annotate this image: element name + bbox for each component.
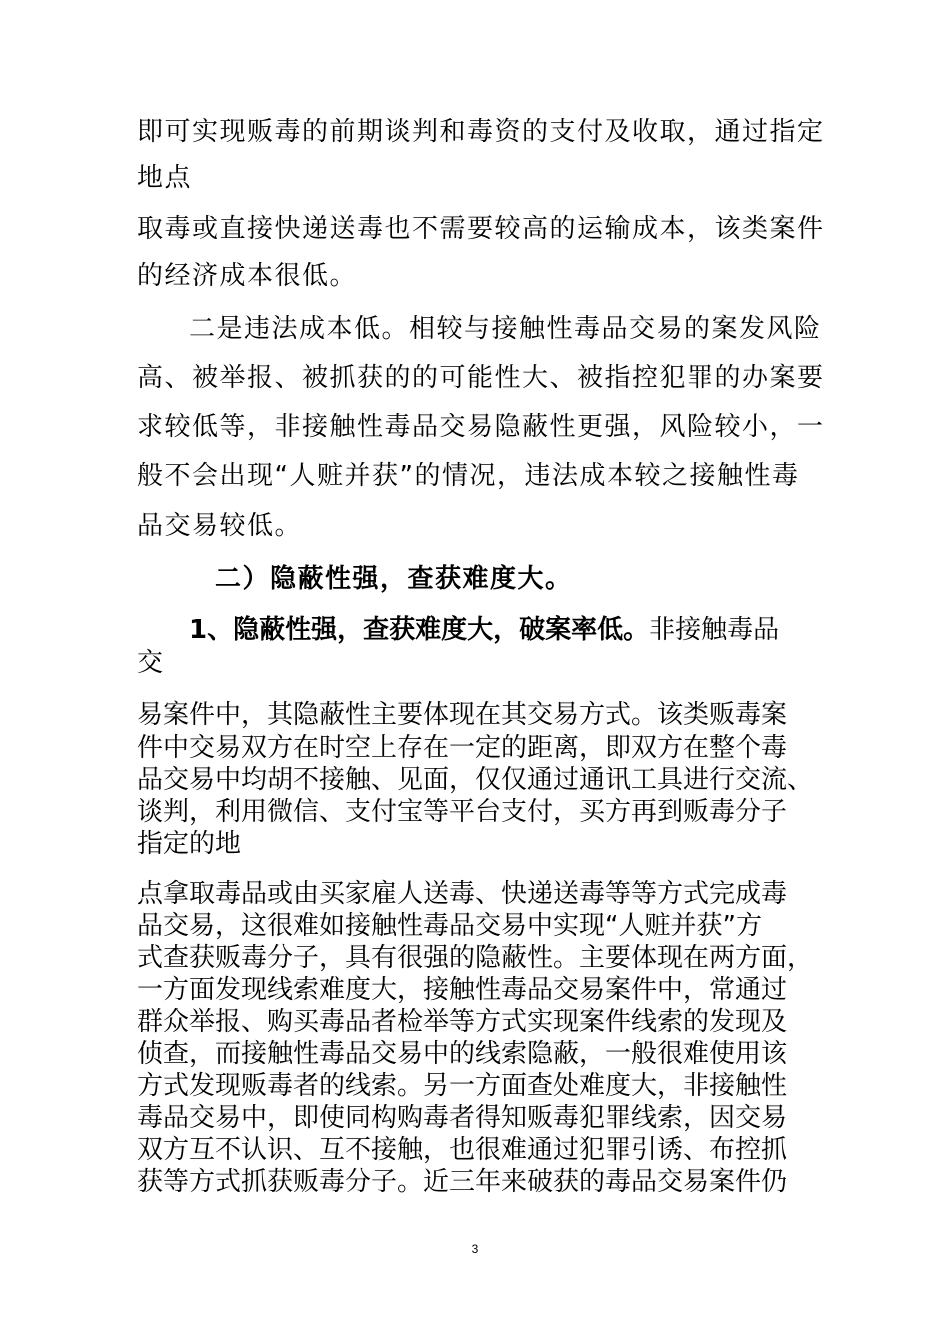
paragraph-3-line-2: 交 xyxy=(137,648,164,678)
paragraph-4-line-10: 获等方式抓获贩毒分子。近三年来破获的毒品交易案件仍 xyxy=(137,1167,788,1197)
paragraph-1-line-4: 的经济成本很低。 xyxy=(137,261,358,291)
paragraph-3-line-4: 件中交易双方在时空上存在一定的距离，即双方在整个毒 xyxy=(137,733,788,763)
paragraph-3-line-3: 易案件中，其隐蔽性主要体现在其交易方式。该类贩毒案 xyxy=(137,700,788,730)
paragraph-4-line-9: 双方互不认识、互不接触，也很难通过犯罪引诱、布控抓 xyxy=(137,1135,788,1165)
page-number: 3 xyxy=(471,1242,479,1256)
paragraph-2-line-4: 般不会出现“人赃并获”的情况，违法成本较之接触性毒 xyxy=(137,461,800,491)
paragraph-4-line-7: 方式发现贩毒者的线索。另一方面查处难度大，非接触性 xyxy=(137,1071,788,1101)
paragraph-3-line-1-rest: 非接触毒品 xyxy=(649,615,780,645)
paragraph-2-line-2: 高、被举报、被抓获的的可能性大、被指控犯罪的办案要 xyxy=(137,363,825,393)
paragraph-1-line-2: 地点 xyxy=(137,163,193,193)
paragraph-4-line-5: 群众举报、购买毒品者检举等方式实现案件线索的发现及 xyxy=(137,1007,788,1037)
paragraph-3-line-1 xyxy=(189,614,779,646)
paragraph-4-line-4: 一方面发现线索难度大，接触性毒品交易案件中，常通过 xyxy=(137,975,788,1005)
paragraph-2-line-5: 品交易较低。 xyxy=(137,511,303,541)
paragraph-4-line-3: 式查获贩毒分子，具有很强的隐蔽性。主要体现在两方面， xyxy=(137,943,814,973)
paragraph-4-line-6: 侦查，而接触性毒品交易中的线索隐蔽，一般很难使用该 xyxy=(137,1039,788,1069)
paragraph-4-line-8: 毒品交易中，即使同构购毒者得知贩毒犯罪线索，因交易 xyxy=(137,1103,788,1133)
paragraph-2-line-3: 求较低等，非接触性毒品交易隐蔽性更强，风险较小，一 xyxy=(137,412,825,442)
paragraph-1-line-1: 即可实现贩毒的前期谈判和毒资的支付及收取，通过指定 xyxy=(137,117,825,147)
paragraph-3-line-6: 谈判，利用微信、支付宝等平台支付，买方再到贩毒分子 xyxy=(137,797,788,827)
paragraph-3-line-7: 指定的地 xyxy=(137,829,242,859)
paragraph-3-bold-lead: 1、隐蔽性强，查获难度大，破案率低。 xyxy=(189,615,650,645)
paragraph-1-line-3: 取毒或直接快递送毒也不需要较高的运输成本，该类案件 xyxy=(137,214,825,244)
paragraph-4-line-1: 点拿取毒品或由买家雇人送毒、快递送毒等等方式完成毒 xyxy=(137,879,788,909)
section-heading: 二）隐蔽性强，查获难度大。 xyxy=(215,564,573,594)
paragraph-2-line-1: 二是违法成本低。相较与接触性毒品交易的案发风险 xyxy=(189,314,822,344)
paragraph-3-line-5: 品交易中均胡不接触、见面，仅仅通过通讯工具进行交流、 xyxy=(137,765,814,795)
paragraph-4-line-2: 品交易，这很难如接触性毒品交易中实现“人赃并获”方 xyxy=(137,911,762,941)
